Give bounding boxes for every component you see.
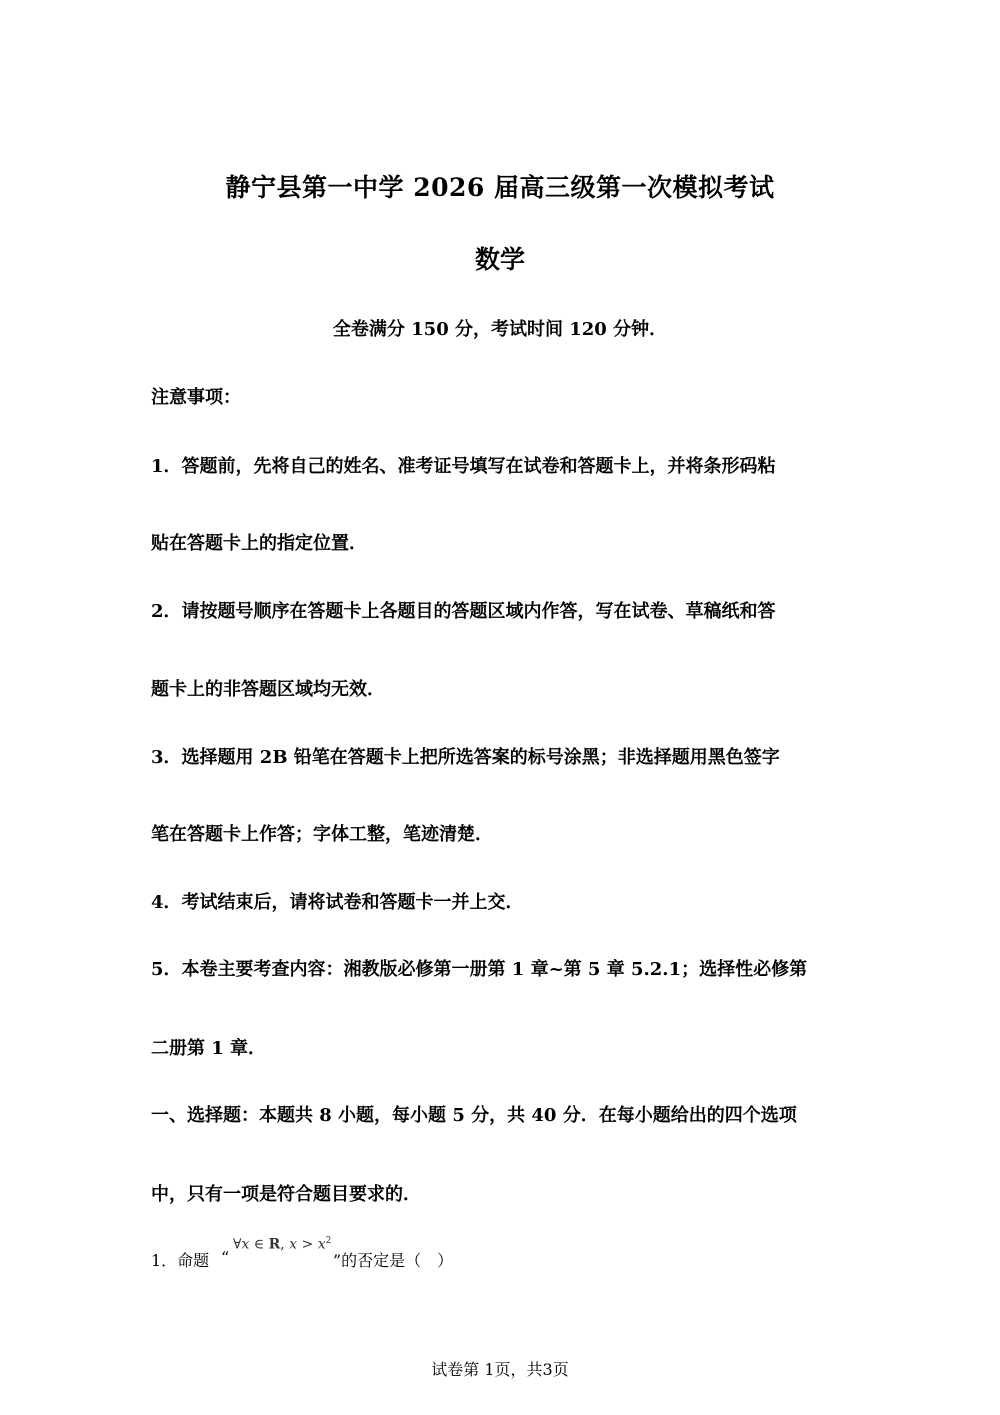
note-line: 贴在答题卡上的指定位置． xyxy=(151,533,367,554)
question-1-open-quote: “ xyxy=(221,1248,230,1267)
note-line: 2．请按题号顺序在答题卡上各题目的答题区域内作答，写在试卷、草稿纸和答 xyxy=(151,601,776,622)
question-1-formula xyxy=(233,1236,331,1253)
note-line: 二册第 1 章． xyxy=(151,1038,267,1059)
note-line: 4．考试结束后，请将试卷和答题卡一并上交． xyxy=(151,892,524,913)
formula-variable: x xyxy=(289,1236,298,1253)
exam-subject: 数学 xyxy=(474,245,525,274)
greater-than-symbol: > xyxy=(297,1236,318,1253)
forall-symbol: ∀ xyxy=(233,1236,242,1253)
formula-exponent: 2 xyxy=(325,1236,332,1246)
page-footer: 试卷第 1页，共3页 xyxy=(431,1360,569,1379)
element-of-symbol: ∈ xyxy=(249,1236,269,1253)
formula-variable: x xyxy=(317,1236,326,1253)
note-line: 题卡上的非答题区域均无效． xyxy=(151,679,385,700)
section-heading-line: 中，只有一项是符合题目要求的． xyxy=(151,1184,421,1205)
formula-variable: x xyxy=(241,1236,250,1253)
notes-heading: 注意事项： xyxy=(151,387,241,408)
note-line: 笔在答题卡上作答；字体工整，笔迹清楚． xyxy=(151,824,493,845)
exam-info: 全卷满分 150 分，考试时间 120 分钟． xyxy=(332,319,668,340)
note-line: 1．答题前，先将自己的姓名、准考证号填写在试卷和答题卡上，并将条形码粘 xyxy=(151,456,776,477)
question-1-suffix: ”的否定是（ ） xyxy=(333,1251,454,1270)
section-heading-line: 一、选择题：本题共 8 小题，每小题 5 分，共 40 分．在每小题给出的四个选项 xyxy=(151,1105,797,1126)
note-line: 5．本卷主要考查内容：湘教版必修第一册第 1 章~第 5 章 5.2.1；选择性必修第 xyxy=(151,959,808,980)
real-set-symbol: R xyxy=(268,1236,281,1253)
question-1-prefix: 1．命题 xyxy=(151,1251,210,1270)
note-line: 3．选择题用 2B 铅笔在答题卡上把所选答案的标号涂黑；非选择题用黑色签字 xyxy=(151,747,780,768)
exam-title: 静宁县第一中学 2026 届高三级第一次模拟考试 xyxy=(225,173,775,202)
formula-comma: , xyxy=(280,1236,290,1253)
